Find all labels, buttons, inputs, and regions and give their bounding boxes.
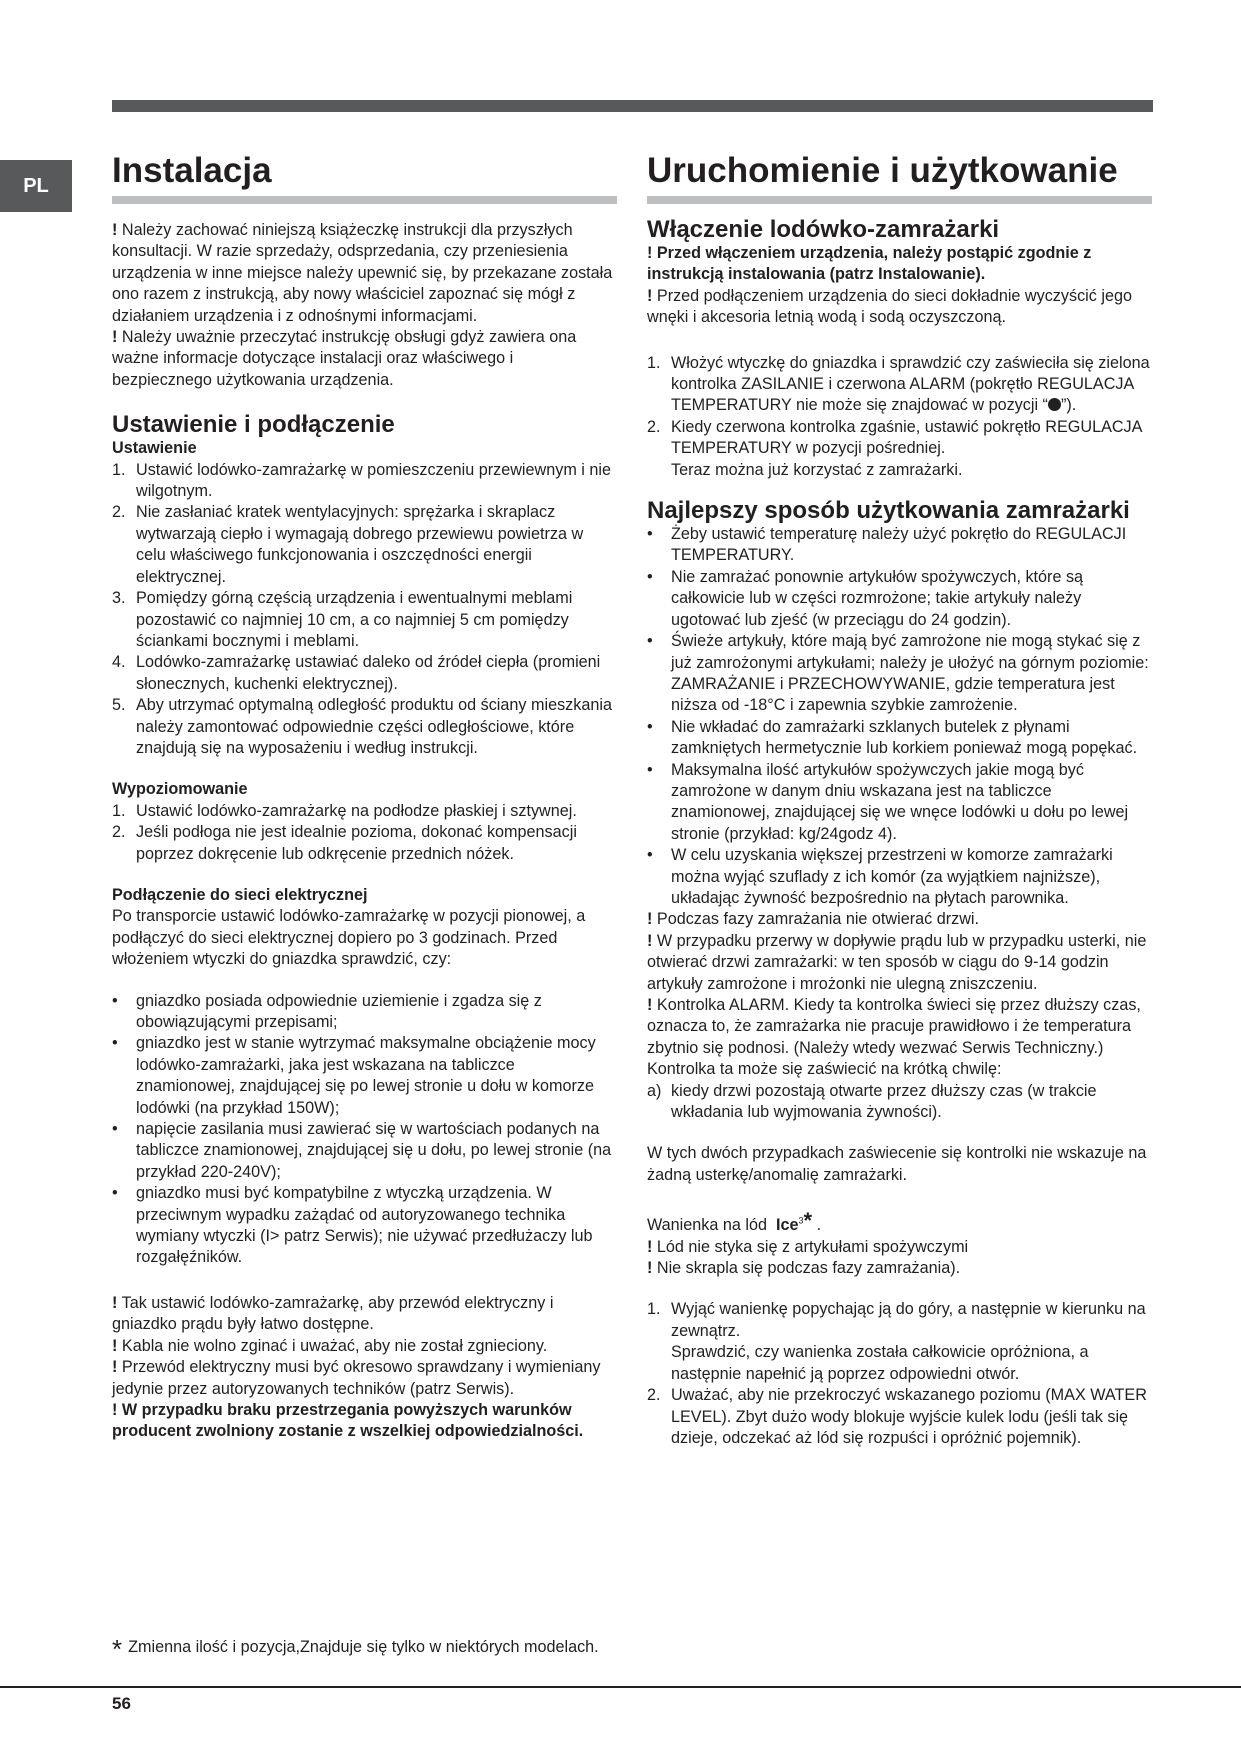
list-item: • Nie zamrażać ponownie artykułów spożywczych, które są całkowicie lub w części rozmrożone; takie artykuły należy ugotować lub zjeść (w przeciągu do 24 godzin). <box>647 567 1084 629</box>
list-item: • Świeże artykuły, które mają być zamrożone nie mogą stykać się z już zamrożonymi artykułami; należy je ułożyć na górnym poziomie: ZAMRAŻANIE i PRZECHOWYWANIE, gdzie temperatura jest niższa od -18°C i zapewnia szybkie zamrożenie. <box>647 632 1149 715</box>
list-item: • gniazdko posiada odpowiednie uziemienie i zgadza się z obowiązującymi przepisami; <box>112 991 542 1031</box>
switch-on-bold-note: ! Przed włączeniem urządzenia, należy postąpić zgodnie z instrukcją instalowania (patrz Instalowanie). <box>647 244 1092 284</box>
language-tab: PL <box>0 160 72 212</box>
alarm-cases <box>647 1081 1152 1124</box>
right-column <box>647 150 1152 1449</box>
list-item: • gniazdko jest w stanie wytrzymać maksymalne obciążenie mocy lodówko-zamrażarki, jaka jest wskazana na tabliczce znamionowej, znajdującej się po lewej stronie u dołu w komorze lodówki (na przykład 150W); <box>112 1034 596 1117</box>
list-item: a) kiedy drzwi pozostają otwarte przez dłuższy czas (w trakcie wkładania lub wyjmowania żywności). <box>647 1081 1097 1122</box>
intro-paragraph-2: ! Należy uważnie przeczytać instrukcję obsługi gdyż zawiera ona ważne informacje dotyczące instalacji oraz właściwego i bezpiecznego użytkowania urządzenia. <box>112 328 577 389</box>
list-item: 1. Włożyć wtyczkę do gniazdka i sprawdzić czy zaświeciła się zielona kontrolka ZASILANIE i czerwona ALARM (pokrętło REGULACJA TEMPERATURY nie może się znajdować w pozycji “ ”). <box>647 353 1150 415</box>
page-number: 56 <box>112 1694 131 1713</box>
footnote: * Zmienna ilość i pozycja,Znajduje się tylko w niektórych modelach. <box>112 1634 599 1664</box>
intro-paragraph-1: ! Należy zachować niniejszą książeczkę instrukcji dla przyszłych konsultacji. W razie sprzedaży, odsprzedania, czy przeniesienia urządzenia w inne miejsce należy upewnić się, by przekazane została ono razem z instrukcją, aby nowy właściciel zapoznać się mógł z działaniem urządzenia i z odnośnymi informacjami. <box>112 221 613 325</box>
list-item: • gniazdko musi być kompatybilne z wtyczką urządzenia. W przeciwnym wypadku zażądać od autoryzowanego technika wymiany wtyczki (I> patrz Serwis); nie używać przedłużaczy lub rozgałęźników. <box>112 1184 593 1267</box>
best-use-list <box>647 524 1152 909</box>
subsection-title-placement: Ustawienie i podłączenie <box>112 411 395 439</box>
list-item: 4. Lodówko-zamrażarkę ustawiać daleko od źródeł ciepła (promieni słonecznych, kuchenki elektrycznej). <box>112 653 601 693</box>
list-item: • Maksymalna ilość artykułów spożywczych jakie mogą być zamrożone w danym dniu wskazana jest na tabliczce znamionowej, znajdującej się we wnęce lodówki u dołu po lewej stronie (przykład: kg/24godz 4). <box>647 760 1129 843</box>
list-item: 2. Jeśli podłoga nie jest idealnie pozioma, dokonać kompensacji poprzez dokręcenie lub odkręcenie przednich nóżek. <box>112 823 577 863</box>
ice-note-1: ! Lód nie styka się z artykułami spożywczymi <box>647 1237 969 1256</box>
leveling-list <box>112 801 617 865</box>
list-item: 1. Ustawić lodówko-zamrażarkę w pomieszczeniu przewiewnym i nie wilgotnym. <box>112 460 611 501</box>
list-item: • napięcie zasilania musi zawierać się w wartościach podanych na tabliczce znamionowej, znajdującej się u dołu, po lewej stronie (na przykład 220-240V); <box>112 1120 612 1181</box>
note-alarm: ! Kontrolka ALARM. Kiedy ta kontrolka świeci się przez dłuższy czas, oznacza to, że zamrażarka nie pracuje prawidłowo i że temperatura zbytnio się podnosi. (Należy wtedy wezwać Serwis Techniczny.) <box>647 996 1141 1057</box>
list-item: 1. Wyjąć wanienkę popychając ją do góry, a następnie w kierunku na zewnątrz. Sprawdzić, czy wanienka została całkowicie opróżniona, a następnie napełnić ją poprzez odpowiedni otwór. <box>647 1300 1146 1383</box>
switch-on-steps <box>647 353 1152 481</box>
list-item: 2. Nie zasłaniać kratek wentylacyjnych: sprężarka i skraplacz wytwarzają ciepło i wymagają dobrego przewiewu powietrza w celu właściwego funkcjonowania i oszczędności energii elektrycznej. <box>112 503 584 586</box>
section-title-installation: Instalacja <box>112 150 617 204</box>
dial-position-dot-icon <box>1048 398 1061 411</box>
electric-connection-heading: Podłączenie do sieci elektrycznej <box>112 885 368 904</box>
ice-tray-label: Wanienka na lód Ice$^3$* . <box>647 1208 822 1235</box>
bottom-rule <box>0 1686 1241 1688</box>
list-item: • Żeby ustawić temperaturę należy użyć pokrętło do REGULACJI TEMPERATURY. <box>647 525 1127 565</box>
warning-1: ! Tak ustawić lodówko-zamrażarkę, aby przewód elektryczny i gniazdko prądu były łatwo dostępne. <box>112 1293 554 1334</box>
switch-on-note: ! Przed podłączeniem urządzenia do sieci dokładnie wyczyścić jego wnęki i akcesoria letnią wodą i sodą oczyszczoną. <box>647 286 1132 327</box>
left-column <box>112 150 617 1443</box>
placement-heading: Ustawienie <box>112 439 197 458</box>
note-alarm-short: Kontrolka ta może się zaświecić na krótką chwilę: <box>647 1060 1002 1079</box>
list-item: 2. Uważać, aby nie przekroczyć wskazanego poziomu (MAX WATER LEVEL). Zbyt dużo wody blokuje wyjście kulek lodu (jeśli tak się dzieje, odczekać aż lód się rozpuści i opróżnić pojemnik). <box>647 1386 1147 1447</box>
list-item: 5. Aby utrzymać optymalną odległość produktu od ściany mieszkania należy zamontować odpowiednie części odległościowe, które znajdują się na wyposażeniu i według instrukcji. <box>112 696 612 757</box>
list-item: 1. Ustawić lodówko-zamrażarkę na podłodze płaskiej i sztywnej. <box>112 801 577 820</box>
ice-brand-logo: Ice$^3$* <box>775 1208 813 1235</box>
list-item: 2. Kiedy czerwona kontrolka zgaśnie, ustawić pokrętło REGULACJA TEMPERATURY w pozycji pośredniej. Teraz można już korzystać z zamrażarki. <box>647 417 1142 479</box>
warning-3: ! Przewód elektryczny musi być okresowo sprawdzany i wymieniany jedynie przez autoryzowanych techników (patrz Serwis). <box>112 1358 601 1398</box>
list-item: 3. Pomiędzy górną częścią urządzenia i ewentualnymi meblami pozostawić co najmniej 10 cm, a co najmniej 5 cm pomiędzy ściankami bocznymi i meblami. <box>112 589 573 650</box>
electric-checklist <box>112 991 617 1269</box>
note-no-fault: W tych dwóch przypadkach zaświecenie się kontrolki nie wskazuje na żadną usterkę/anomalię zamrażarki. <box>647 1144 1147 1184</box>
electric-connection-intro: Po transporcie ustawić lodówko-zamrażarkę w pozycji pionowej, a podłączyć do sieci elektrycznej dopiero po 3 godzinach. Przed włożeniem wtyczki do gniazdka sprawdzić, czy: <box>112 907 586 969</box>
top-rule <box>112 100 1153 112</box>
list-item: • W celu uzyskania większej przestrzeni w komorze zamrażarki można wyjąć szuflady z ich komór (za wyjątkiem najniższe), układając żywność bezpośrednio na płytach parownika. <box>647 846 1113 907</box>
section-title-start-and-use: Uruchomienie i użytkowanie <box>647 150 1152 204</box>
leveling-heading: Wypoziomowanie <box>112 780 248 799</box>
note-door: ! Podczas fazy zamrażania nie otwierać drzwi. <box>647 910 979 929</box>
warning-4: ! W przypadku braku przestrzegania powyższych warunków producent zwolniony zostanie z wszelkiej odpowiedzialności. <box>112 1400 584 1441</box>
placement-list <box>112 460 617 760</box>
subsection-title-best-use: Najlepszy sposób użytkowania zamrażarki <box>647 497 1130 525</box>
ice-note-2: ! Nie skrapla się podczas fazy zamrażania). <box>647 1259 961 1278</box>
warning-2: ! Kabla nie wolno zginać i uważać, aby nie został zgnieciony. <box>112 1336 548 1355</box>
subsection-title-switch-on: Włączenie lodówko-zamrażarki <box>647 216 1000 243</box>
ice-tray-steps <box>647 1299 1152 1449</box>
note-power-failure: ! W przypadku przerwy w dopływie prądu lub w przypadku usterki, nie otwierać drzwi zamrażarki: w ten sposób w ciągu do 9-14 godzin artykuły zamrożone i mrożonki nie ulegną zniszczeniu. <box>647 931 1147 993</box>
list-item: • Nie wkładać do zamrażarki szklanych butelek z płynami zamkniętych hermetycznie lub korkiem ponieważ mogą popękać. <box>647 717 1138 758</box>
